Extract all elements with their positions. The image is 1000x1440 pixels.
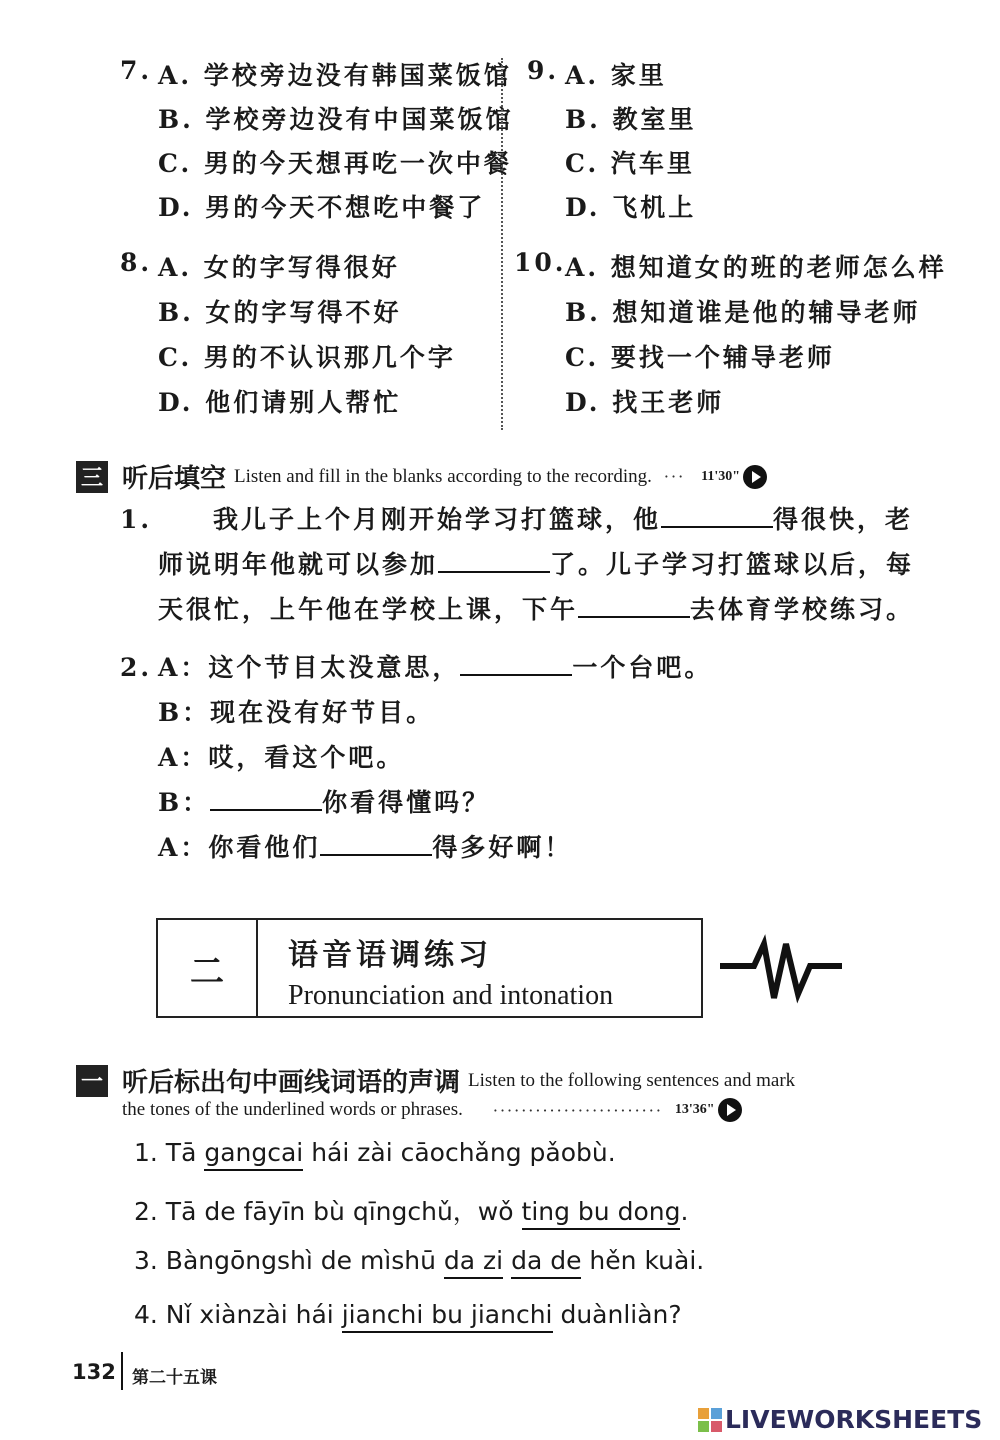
text-segment bbox=[503, 1246, 511, 1275]
unit-title-cn: 语音语调练习 bbox=[288, 938, 492, 973]
dialog-line bbox=[158, 646, 712, 690]
text-segment: 了。儿子学习打篮球以后，每 bbox=[550, 550, 915, 579]
blank-4[interactable] bbox=[460, 646, 572, 676]
question-number: 10. bbox=[514, 248, 567, 277]
fill-line bbox=[213, 498, 913, 542]
section-1-dots: ························ bbox=[492, 1100, 663, 1120]
text-segment: duànliàn? bbox=[552, 1300, 682, 1329]
option-a: A. 女的字写得很好 bbox=[158, 253, 400, 282]
blank-1[interactable] bbox=[661, 498, 773, 528]
section-1-subline bbox=[122, 1098, 742, 1122]
underlined-word[interactable]: gangcai bbox=[204, 1138, 303, 1171]
text-segment: 去体育学校练习。 bbox=[690, 595, 915, 624]
section-1-title-en-2: the tones of the underlined words or phrases. bbox=[122, 1099, 463, 1120]
underlined-word[interactable]: ting bu dong bbox=[522, 1197, 681, 1230]
question-number: 8. bbox=[120, 248, 153, 277]
section-3-header bbox=[76, 458, 767, 495]
text-segment: 得很快，老 bbox=[773, 505, 914, 534]
fill-line bbox=[158, 543, 914, 587]
underlined-word[interactable]: da de bbox=[511, 1246, 581, 1279]
section-3-title-cn: 听后填空 bbox=[122, 464, 227, 494]
option-b: B. 学校旁边没有中国菜饭馆 bbox=[158, 105, 514, 134]
play-icon[interactable] bbox=[743, 465, 767, 489]
text-segment: A：你看他们 bbox=[158, 833, 321, 862]
text-segment: 得多好啊！ bbox=[432, 833, 573, 862]
section-3-title-en: Listen and fill in the blanks according to the recording. bbox=[234, 465, 652, 487]
section-1-time: 13'36" bbox=[674, 1102, 715, 1117]
section-1-title-cn: 听后标出句中画线词语的声调 bbox=[122, 1068, 461, 1098]
lesson-label: 第二十五课 bbox=[132, 1368, 217, 1388]
option-a: A. 学校旁边没有韩国菜饭馆 bbox=[158, 61, 512, 90]
dialog-line bbox=[158, 826, 572, 870]
blank-3[interactable] bbox=[578, 588, 690, 618]
option-c: C. 男的今天想再吃一次中餐 bbox=[158, 149, 512, 178]
dialog-line: A：哎，看这个吧。 bbox=[158, 743, 405, 772]
option-c: C. 汽车里 bbox=[565, 149, 695, 178]
blank-5[interactable] bbox=[210, 781, 322, 811]
option-c: C. 男的不认识那几个字 bbox=[158, 343, 456, 372]
text-segment: 2. Tā de fāyīn bù qīngchǔ，wǒ bbox=[134, 1197, 522, 1226]
option-d: D. 找王老师 bbox=[565, 388, 725, 417]
unit-heading-box bbox=[156, 918, 703, 1018]
section-3-badge: 三 bbox=[76, 461, 108, 493]
play-icon[interactable] bbox=[718, 1098, 742, 1122]
text-segment: 我儿子上个月刚开始学习打篮球，他 bbox=[213, 505, 662, 534]
text-segment: 3. Bàngōngshì de mìshū bbox=[134, 1246, 444, 1275]
waveform-icon bbox=[718, 934, 844, 1004]
fill-line bbox=[158, 588, 914, 632]
section-1-badge: 一 bbox=[76, 1065, 108, 1097]
pinyin-sentence-1 bbox=[134, 1138, 616, 1167]
section-3-dots: ··· bbox=[663, 467, 686, 486]
dialog-line: B：现在没有好节目。 bbox=[158, 698, 435, 727]
text-segment: . bbox=[680, 1197, 689, 1226]
question-number: 7. bbox=[120, 56, 153, 85]
question-number: 9. bbox=[527, 56, 560, 85]
text-segment: 你看得懂吗？ bbox=[322, 788, 491, 817]
option-c: C. 要找一个辅导老师 bbox=[565, 343, 835, 372]
item-number: 1. bbox=[120, 505, 153, 534]
liveworksheets-logo-icon bbox=[698, 1408, 722, 1432]
section-1-title-en-1: Listen to the following sentences and mark bbox=[468, 1069, 796, 1091]
liveworksheets-watermark bbox=[698, 1405, 982, 1434]
footer-divider bbox=[121, 1352, 123, 1390]
option-a: A. 想知道女的班的老师怎么样 bbox=[565, 253, 947, 282]
text-segment: 天很忙，上午他在学校上课，下午 bbox=[158, 595, 579, 624]
text-segment: B： bbox=[158, 788, 211, 817]
pinyin-sentence-2 bbox=[134, 1192, 688, 1228]
section-3-time: 11'30" bbox=[701, 468, 741, 484]
pinyin-sentence-3 bbox=[134, 1246, 704, 1275]
option-a: A. 家里 bbox=[565, 61, 667, 90]
option-b: B. 女的字写得不好 bbox=[158, 298, 402, 327]
dialog-line bbox=[158, 781, 490, 825]
text-segment: A：这个节目太没意思， bbox=[158, 653, 461, 682]
item-number: 2. bbox=[120, 653, 153, 682]
text-segment: 一个台吧。 bbox=[572, 653, 713, 682]
blank-2[interactable] bbox=[438, 543, 550, 573]
column-divider bbox=[501, 58, 503, 430]
option-b: B. 想知道谁是他的辅导老师 bbox=[565, 298, 921, 327]
text-segment: hái zài cāochǎng pǎobù. bbox=[303, 1138, 616, 1167]
unit-title-en: Pronunciation and intonation bbox=[288, 980, 614, 1011]
unit-number: 二 bbox=[158, 920, 258, 1016]
text-segment: 师说明年他就可以参加 bbox=[158, 550, 439, 579]
watermark-text: LIVEWORKSHEETS bbox=[725, 1405, 983, 1434]
option-b: B. 教室里 bbox=[565, 105, 697, 134]
page-number: 132 bbox=[72, 1360, 116, 1384]
option-d: D. 男的今天不想吃中餐了 bbox=[158, 193, 486, 222]
text-segment: hěn kuài. bbox=[581, 1246, 705, 1275]
blank-6[interactable] bbox=[320, 826, 432, 856]
section-1-header bbox=[76, 1062, 795, 1099]
text-segment: 1. Tā bbox=[134, 1138, 205, 1167]
option-d: D. 飞机上 bbox=[565, 193, 697, 222]
underlined-word[interactable]: jianchi bu jianchi bbox=[342, 1300, 553, 1333]
option-d: D. 他们请别人帮忙 bbox=[158, 388, 402, 417]
text-segment: 4. Nǐ xiànzài hái bbox=[134, 1300, 342, 1329]
pinyin-sentence-4 bbox=[134, 1300, 682, 1329]
underlined-word[interactable]: da zi bbox=[444, 1246, 503, 1279]
